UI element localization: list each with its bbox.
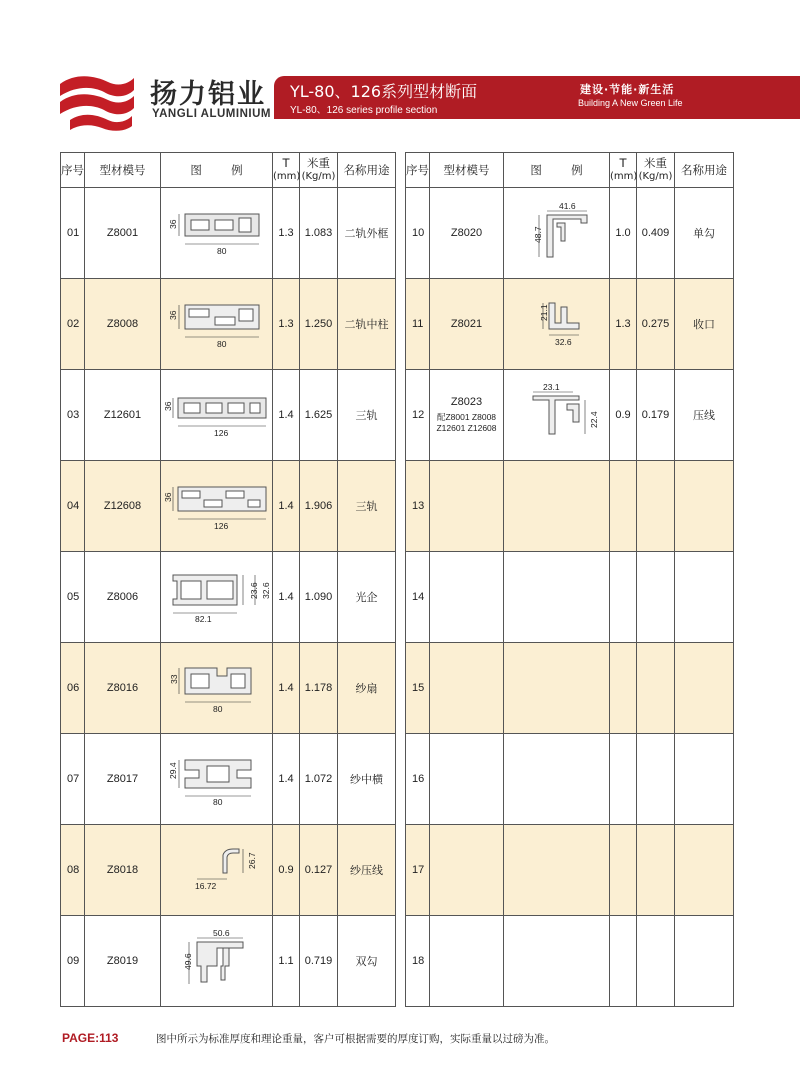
profile-figure: [161, 461, 273, 552]
svg-text:32.6: 32.6: [260, 582, 271, 599]
svg-text:36: 36: [167, 310, 178, 320]
table-row: 06 Z8016 33 80 1.4 1.178 纱扇: [61, 643, 396, 734]
svg-text:33: 33: [168, 674, 179, 684]
col-use: 名称用途: [675, 153, 734, 188]
page-number: PAGE:113: [62, 1031, 119, 1045]
table-row: 15: [406, 643, 734, 734]
table-row: 07 Z8017 29.4 80 1.4 1.072 纱中横: [61, 734, 396, 825]
table-row: 10 Z8020 41.6 48.7 1.0 0.409 单勾: [406, 188, 734, 279]
col-figure: 图 例: [161, 153, 273, 188]
profile-figure: [161, 279, 273, 370]
profile-figure: [504, 279, 610, 370]
table-row: 09 Z8019 50.6 49.6 1.1 0.719 双勾: [61, 916, 396, 1007]
col-weight: 米重 (Kg/m): [637, 153, 675, 188]
svg-text:80: 80: [212, 797, 222, 807]
col-model: 型材模号: [85, 153, 161, 188]
profile-figure: [161, 825, 273, 916]
svg-text:21.1: 21.1: [538, 304, 549, 321]
svg-text:80: 80: [212, 704, 222, 714]
profile-table-left: [60, 152, 396, 1007]
table-header: [61, 153, 396, 188]
table-row: 16: [406, 734, 734, 825]
table-row: 05 Z8006 23.6 32.6 82.1 1.4 1.090 光企: [61, 552, 396, 643]
svg-text:36: 36: [162, 492, 173, 502]
col-figure: 图 例: [504, 153, 610, 188]
table-row: 04 Z12608 36 126 1.4 1.906 三轨: [61, 461, 396, 552]
col-use: 名称用途: [338, 153, 396, 188]
brand-name-cn: 扬力铝业: [150, 79, 266, 110]
svg-text:23.6: 23.6: [248, 582, 259, 599]
table-row: 03 Z12601 36 126 1.4 1.625 三轨: [61, 370, 396, 461]
profile-figure: [161, 370, 273, 461]
svg-text:16.72: 16.72: [194, 881, 216, 891]
table-row: 01 Z8001 36 80 1.3 1.083 二轨外框: [61, 188, 396, 279]
table-row: 08 Z8018 26.7 16.72 0.9 0.127 纱压线: [61, 825, 396, 916]
col-weight: 米重 (Kg/m): [300, 153, 338, 188]
svg-text:29.4: 29.4: [167, 762, 178, 779]
table-row: 18: [406, 916, 734, 1007]
brand-logo: [56, 70, 136, 132]
profile-figure: [161, 916, 273, 1007]
svg-text:126: 126: [213, 521, 228, 531]
profile-figure: [161, 734, 273, 825]
col-no: 序号: [61, 153, 85, 188]
header-divider: [274, 118, 800, 119]
svg-text:36: 36: [167, 219, 178, 229]
svg-text:41.6: 41.6: [558, 201, 576, 211]
profile-figure: [161, 552, 273, 643]
svg-text:80: 80: [216, 339, 226, 349]
page-title: YL-80、126系列型材断面: [290, 82, 478, 101]
col-no: 序号: [406, 153, 430, 188]
footer-note: 图中所示为标准厚度和理论重量，客户可根据需要的厚度订购，实际重量以过磅为准。: [156, 1033, 555, 1045]
svg-text:22.4: 22.4: [588, 411, 599, 428]
table-row: 14: [406, 552, 734, 643]
svg-text:126: 126: [213, 428, 228, 438]
col-model: 型材模号: [430, 153, 504, 188]
profile-figure: [161, 188, 273, 279]
slogan-en: Building A New Green Life: [578, 98, 683, 108]
col-t: T (mm): [610, 153, 637, 188]
col-t: T (mm): [273, 153, 300, 188]
page-subtitle: YL-80、126 series profile section: [290, 105, 438, 116]
profile-table-right: [405, 152, 734, 1007]
slogan-cn: 建设·节能·新生活: [580, 83, 675, 96]
svg-text:80: 80: [216, 246, 226, 256]
profile-figure: [504, 188, 610, 279]
svg-text:23.1: 23.1: [542, 382, 560, 392]
svg-text:26.7: 26.7: [246, 852, 257, 869]
svg-text:49.6: 49.6: [182, 953, 193, 970]
svg-text:48.7: 48.7: [532, 226, 543, 243]
svg-text:50.6: 50.6: [212, 928, 230, 938]
profile-figure: [161, 643, 273, 734]
table-row: 11 Z8021 21.1 32.6 1.3 0.275 收口: [406, 279, 734, 370]
svg-text:32.6: 32.6: [554, 337, 572, 347]
table-row: 17: [406, 825, 734, 916]
profile-figure: [504, 370, 610, 461]
brand-name-en: YANGLI ALUMINIUM: [152, 108, 271, 120]
table-row: 02 Z8008 36 80 1.3 1.250 二轨中柱: [61, 279, 396, 370]
table-row: 13: [406, 461, 734, 552]
table-row: 12 Z8023 配Z8001 Z8008 Z12601 Z12608 23.1 22.4 0.9 0.179 压线: [406, 370, 734, 461]
svg-text:82.1: 82.1: [194, 614, 212, 624]
table-header: [406, 153, 734, 188]
svg-text:36: 36: [162, 401, 173, 411]
